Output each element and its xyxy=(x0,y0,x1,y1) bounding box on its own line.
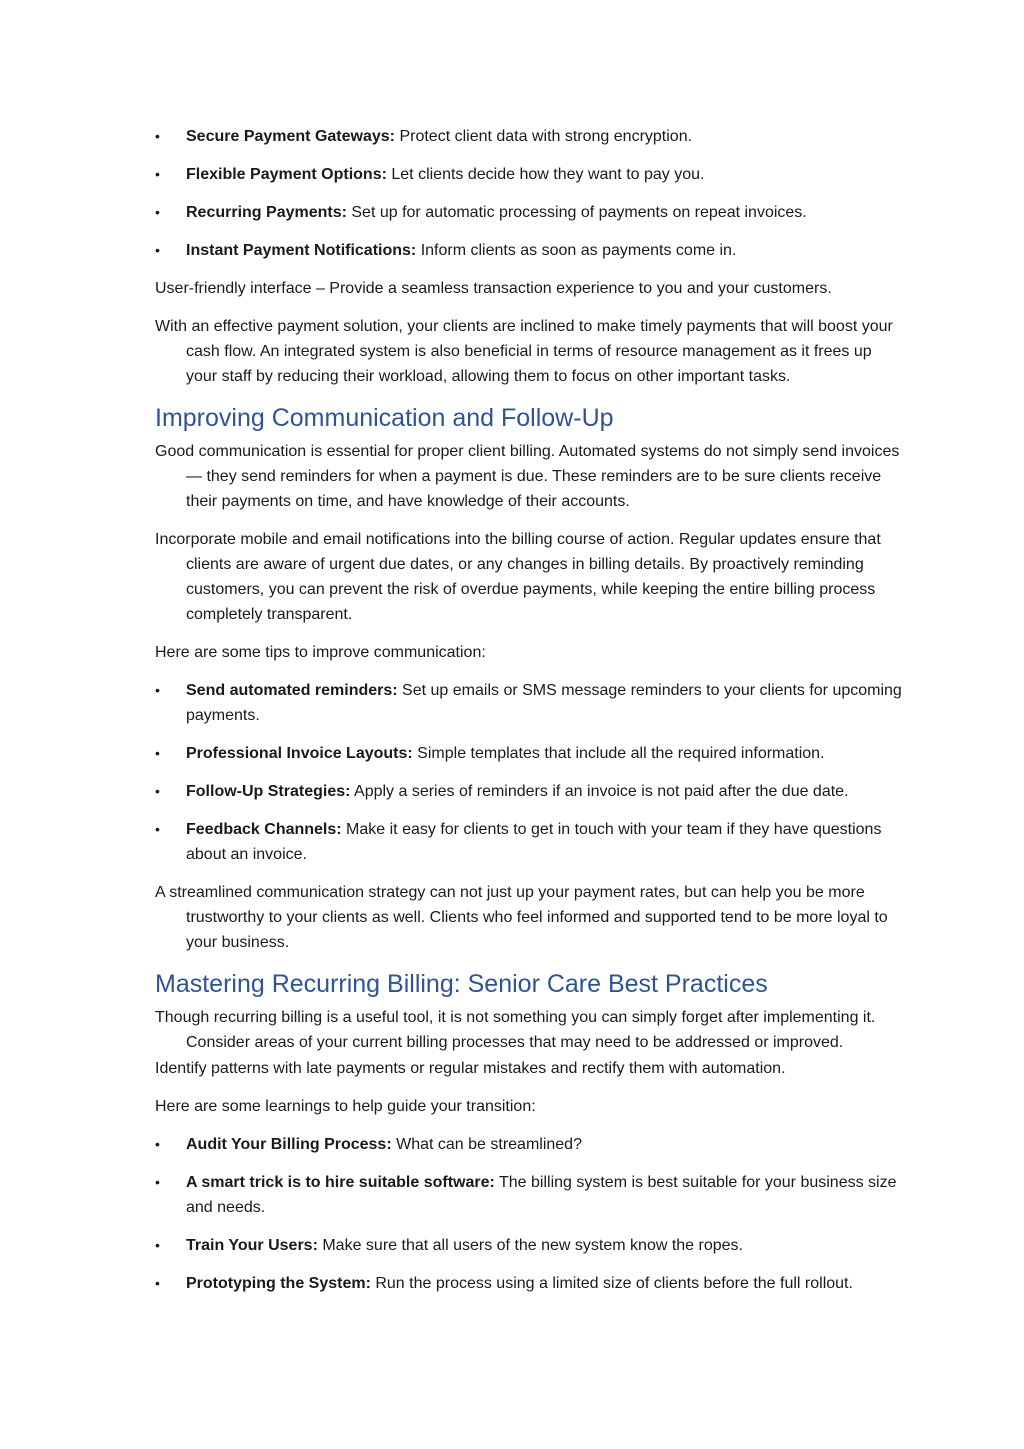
bullet-icon: • xyxy=(155,204,160,220)
paragraph-identify-patterns: Identify patterns with late payments or regular mistakes and rectify them with automation. xyxy=(155,1060,786,1077)
bullet-icon: • xyxy=(155,745,160,761)
bullet-term: Instant Payment Notifications: xyxy=(186,242,417,259)
bullet-icon: • xyxy=(155,242,160,258)
bullet-term: Professional Invoice Layouts: xyxy=(186,745,413,762)
bullet-text: Make it easy for clients to get in touch with your team if they have questions about an invoice. xyxy=(186,821,882,863)
list-item xyxy=(155,741,905,766)
paragraph-streamlined-strategy: A streamlined communication strategy can not just up your payment rates, but can help you be more trustworthy to your clients as well. Clients who feel informed and supported tend to be more loyal to your business. xyxy=(155,884,888,951)
bullet-icon: • xyxy=(155,821,160,837)
list-item xyxy=(155,1271,905,1296)
bullet-text: What can be streamlined? xyxy=(391,1136,582,1153)
heading-recurring-billing: Mastering Recurring Billing: Senior Care Best Practices xyxy=(155,970,768,998)
bullet-text: Run the process using a limited size of clients before the full rollout. xyxy=(370,1275,853,1292)
list-item xyxy=(155,678,905,728)
bullet-icon: • xyxy=(155,1174,160,1190)
recurring-learnings-list xyxy=(155,1132,905,1296)
bullet-term: Send automated reminders: xyxy=(186,682,398,699)
bullet-term: Train Your Users: xyxy=(186,1237,318,1254)
bullet-term: Audit Your Billing Process: xyxy=(186,1136,392,1153)
bullet-term: A smart trick is to hire suitable software: xyxy=(186,1174,495,1191)
paragraph-user-friendly: User-friendly interface – Provide a seamless transaction experience to you and your customers. xyxy=(155,280,832,297)
bullet-text: Simple templates that include all the required information. xyxy=(412,745,825,762)
bullet-text: Let clients decide how they want to pay you. xyxy=(386,166,705,183)
bullet-text: Inform clients as soon as payments come in. xyxy=(416,242,737,259)
bullet-text: Set up emails or SMS message reminders to your clients for upcoming payments. xyxy=(186,682,902,724)
bullet-icon: • xyxy=(155,1136,160,1152)
bullet-icon: • xyxy=(155,128,160,144)
bullet-term: Prototyping the System: xyxy=(186,1275,371,1292)
paragraph-incorporate-notifications: Incorporate mobile and email notifications into the billing course of action. Regular updates ensure that clients are aware of urgent due dates, or any changes in billing details. By proactively reminding customers, you can prevent the risk of overdue payments, while keeping the entire billing process completely transparent. xyxy=(155,531,881,623)
bullet-icon: • xyxy=(155,1275,160,1291)
bullet-term: Recurring Payments: xyxy=(186,204,347,221)
list-item xyxy=(155,1170,905,1220)
paragraph-good-communication: Good communication is essential for proper client billing. Automated systems do not simply send invoices — they send reminders for when a payment is due. These reminders are to be sure clients receive their payments on time, and have knowledge of their accounts. xyxy=(155,443,900,510)
bullet-icon: • xyxy=(155,1237,160,1253)
paragraph-effective-payment: With an effective payment solution, your clients are inclined to make timely payments that will boost your cash flow. An integrated system is also beneficial in terms of resource management as it frees up your staff by reducing their workload, allowing them to focus on other important tasks. xyxy=(155,318,893,385)
paragraph-though-recurring: Though recurring billing is a useful tool, it is not something you can simply forget after implementing it. Consider areas of your current billing processes that may need to be addressed or improved. xyxy=(155,1009,876,1051)
list-item xyxy=(155,200,905,225)
bullet-term: Flexible Payment Options: xyxy=(186,166,387,183)
communication-tips-list xyxy=(155,678,905,867)
bullet-text: Make sure that all users of the new system know the ropes. xyxy=(317,1237,743,1254)
list-item xyxy=(155,1233,905,1258)
bullet-icon: • xyxy=(155,682,160,698)
list-item xyxy=(155,817,905,867)
list-item xyxy=(155,238,905,263)
list-item xyxy=(155,124,905,149)
heading-communication: Improving Communication and Follow-Up xyxy=(155,404,614,432)
bullet-term: Follow-Up Strategies: xyxy=(186,783,351,800)
list-item xyxy=(155,162,905,187)
bullet-text: Set up for automatic processing of payments on repeat invoices. xyxy=(346,204,807,221)
document-page xyxy=(155,124,905,1309)
payment-features-list xyxy=(155,124,905,263)
list-item xyxy=(155,1132,905,1157)
bullet-term: Feedback Channels: xyxy=(186,821,342,838)
bullet-term: Secure Payment Gateways: xyxy=(186,128,395,145)
bullet-icon: • xyxy=(155,166,160,182)
bullet-text: Protect client data with strong encryption. xyxy=(395,128,693,145)
list-item xyxy=(155,779,905,804)
bullet-text: The billing system is best suitable for your business size and needs. xyxy=(186,1174,897,1216)
paragraph-tips-intro: Here are some tips to improve communication: xyxy=(155,644,486,661)
paragraph-learnings-intro: Here are some learnings to help guide your transition: xyxy=(155,1098,536,1115)
bullet-icon: • xyxy=(155,783,160,799)
bullet-text: Apply a series of reminders if an invoice is not paid after the due date. xyxy=(350,783,849,800)
